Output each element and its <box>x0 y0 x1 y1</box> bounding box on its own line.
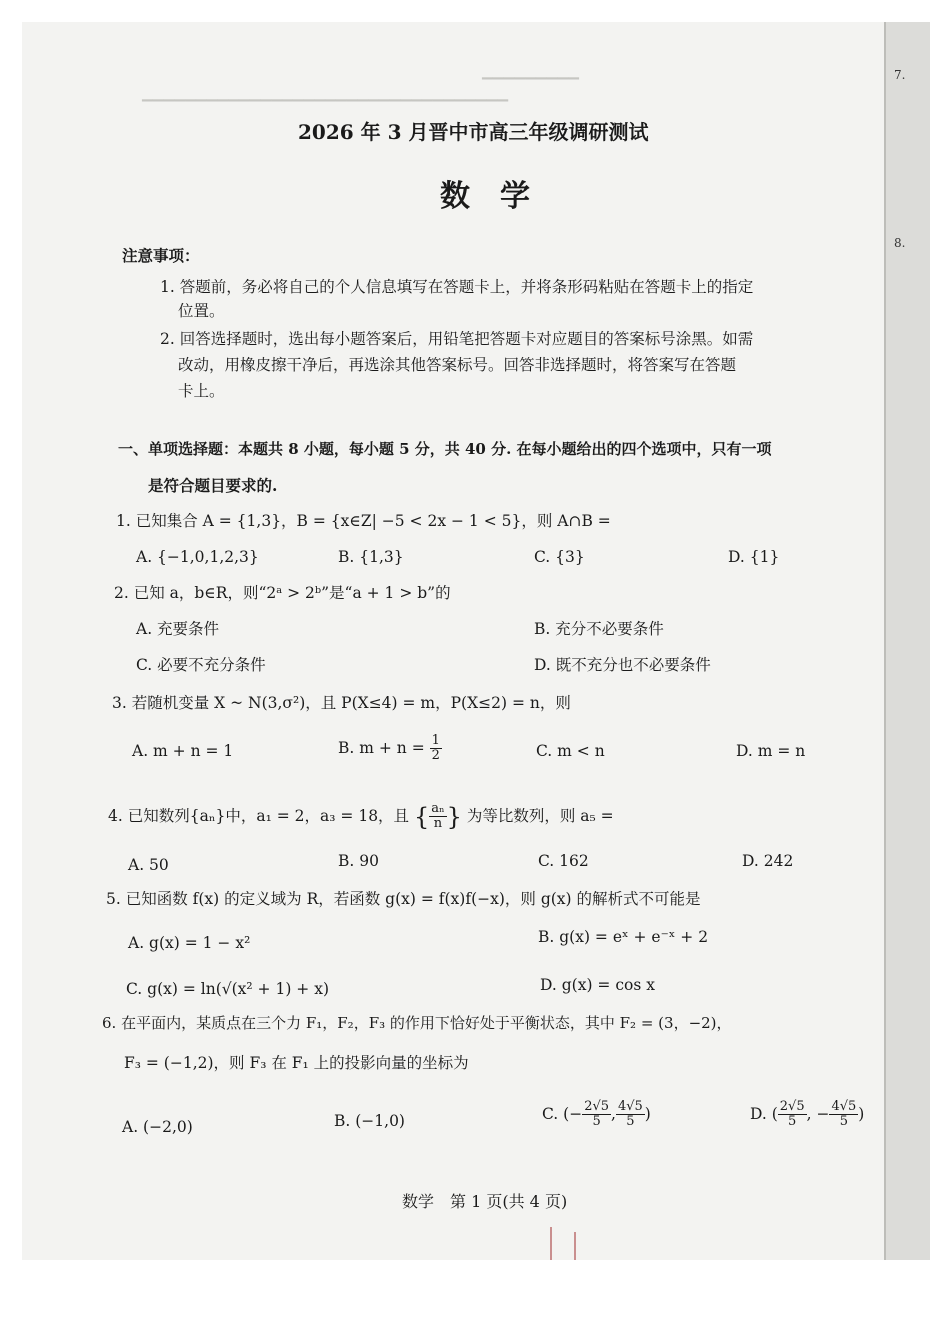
q6-option-d-suffix: ) <box>858 1104 865 1123</box>
fraction-denominator: 5 <box>788 1114 797 1130</box>
brace-right: } <box>446 802 462 831</box>
q5-option-a: A. g(x) = 1 − x² <box>128 934 251 952</box>
q1-option-d: D. {1} <box>728 548 780 566</box>
q6-option-d <box>750 1100 864 1130</box>
fraction-numerator: 1 <box>431 733 440 748</box>
separator: , − <box>806 1104 830 1123</box>
fraction-numerator: 2√5 <box>779 1099 805 1114</box>
fraction <box>829 1100 858 1130</box>
question-6-stem: 6. 在平面内，某质点在三个力 F₁，F₂，F₃ 的作用下恰好处于平衡状态，其中 F₂ = (3，−2)， <box>102 1014 732 1032</box>
notice-item-2: 2. 回答选择题时，选出每小题答案后，用铅笔把答题卡对应题目的答案标号涂黑。如需 <box>160 330 754 348</box>
q1-option-c: C. {3} <box>534 548 585 566</box>
q5-option-d: D. g(x) = cos x <box>540 976 655 994</box>
next-page-edge <box>884 22 930 1260</box>
notice-item-2-cont: 改动，用橡皮擦干净后，再选涂其他答案标号。回答非选择题时，将答案写在答题 <box>178 356 737 374</box>
fraction <box>429 802 446 832</box>
notice-item-2-cont: 卡上。 <box>178 382 225 400</box>
q3-option-c: C. m < n <box>536 742 605 760</box>
q6-option-b: B. (−1,0) <box>334 1112 405 1130</box>
q4-option-c: C. 162 <box>538 852 589 870</box>
page-footer: 数学 第 1 页(共 4 页) <box>402 1192 568 1211</box>
q3-option-b-prefix: B. m + n = <box>338 738 425 757</box>
q4-stem-prefix: 4. 已知数列{aₙ}中，a₁ = 2，a₃ = 18，且 <box>108 806 410 825</box>
q6-option-a: A. (−2,0) <box>122 1118 193 1136</box>
fraction <box>582 1100 611 1130</box>
q6-option-c-prefix: C. (− <box>542 1104 583 1123</box>
q3-option-a: A. m + n = 1 <box>132 742 234 760</box>
section-heading: 一、单项选择题：本题共 8 小题，每小题 5 分，共 40 分. 在每小题给出的四个选项中，只有一项 <box>118 440 772 458</box>
fraction-denominator: 5 <box>626 1114 635 1130</box>
q4-option-a: A. 50 <box>128 856 169 874</box>
bleed-through: ▁▁▁▁▁▁▁▁▁▁▁▁▁▁▁▁▁▁▁▁▁▁▁▁▁▁▁▁▁▁▁▁▁▁ <box>142 86 509 102</box>
q2-option-d: D. 既不充分也不必要条件 <box>534 656 711 674</box>
question-5-stem: 5. 已知函数 f(x) 的定义域为 R，若函数 g(x) = f(x)f(−x)，则 g(x) 的解析式不可能是 <box>106 890 701 908</box>
next-page-q7-number: 7. <box>894 68 906 82</box>
q1-option-b: B. {1,3} <box>338 548 404 566</box>
question-4-stem <box>108 802 614 832</box>
q4-option-d: D. 242 <box>742 852 794 870</box>
q2-option-c: C. 必要不充分条件 <box>136 656 266 674</box>
question-6-stem-cont: F₃ = (−1,2)，则 F₃ 在 F₁ 上的投影向量的坐标为 <box>124 1054 469 1072</box>
fraction <box>778 1100 807 1130</box>
section-heading-cont: 是符合题目要求的. <box>148 476 278 495</box>
q6-option-c-suffix: ) <box>644 1104 651 1123</box>
fraction-denominator: n <box>433 816 443 832</box>
fraction-denominator: 5 <box>592 1114 601 1130</box>
red-mark <box>574 1232 576 1260</box>
q2-option-b: B. 充分不必要条件 <box>534 620 664 638</box>
q6-option-c <box>542 1100 651 1130</box>
bleed-through: ▁▁▁▁▁▁▁▁▁ <box>482 64 579 80</box>
exam-title: 2026 年 3 月晋中市高三年级调研测试 <box>298 120 649 144</box>
q4-stem-suffix: 为等比数列，则 a₅ = <box>466 806 614 825</box>
red-mark <box>550 1227 552 1260</box>
separator: , <box>611 1104 616 1123</box>
q5-option-c: C. g(x) = ln(√(x² + 1) + x) <box>126 980 330 998</box>
next-page-q8-number: 8. <box>894 236 906 250</box>
q4-option-b: B. 90 <box>338 852 379 870</box>
q6-option-d-prefix: D. ( <box>750 1104 778 1123</box>
fraction-numerator: 4√5 <box>831 1099 857 1114</box>
fraction-numerator: 4√5 <box>617 1099 643 1114</box>
question-2-stem: 2. 已知 a，b∈R，则“2ᵃ > 2ᵇ”是“a + 1 > b”的 <box>114 584 451 602</box>
q3-option-d: D. m = n <box>736 742 806 760</box>
q1-option-a: A. {−1,0,1,2,3} <box>136 548 259 566</box>
fraction-denominator: 5 <box>839 1114 848 1130</box>
q3-option-b <box>338 734 442 764</box>
photo-background <box>22 22 930 1260</box>
notice-item-1: 1. 答题前，务必将自己的个人信息填写在答题卡上，并将条形码粘贴在答题卡上的指定 <box>160 278 754 296</box>
q2-option-a: A. 充要条件 <box>136 620 220 638</box>
fraction <box>616 1100 645 1130</box>
exam-page <box>22 22 884 1260</box>
notice-item-1-cont: 位置。 <box>178 302 225 320</box>
fraction <box>430 734 442 764</box>
q5-option-b: B. g(x) = eˣ + e⁻ˣ + 2 <box>538 928 709 946</box>
question-3-stem: 3. 若随机变量 X ~ N(3,σ²)，且 P(X≤4) = m，P(X≤2) = n，则 <box>112 694 571 712</box>
notice-heading: 注意事项： <box>122 246 200 265</box>
question-1-stem: 1. 已知集合 A = {1,3}，B = {x∈Z| −5 < 2x − 1 < 5}，则 A∩B = <box>116 512 611 530</box>
fraction-numerator: 2√5 <box>584 1099 610 1114</box>
fraction-numerator: aₙ <box>431 801 445 816</box>
brace-left: { <box>414 802 430 831</box>
subject-title: 数学 <box>440 179 560 214</box>
fraction-denominator: 2 <box>431 748 440 764</box>
